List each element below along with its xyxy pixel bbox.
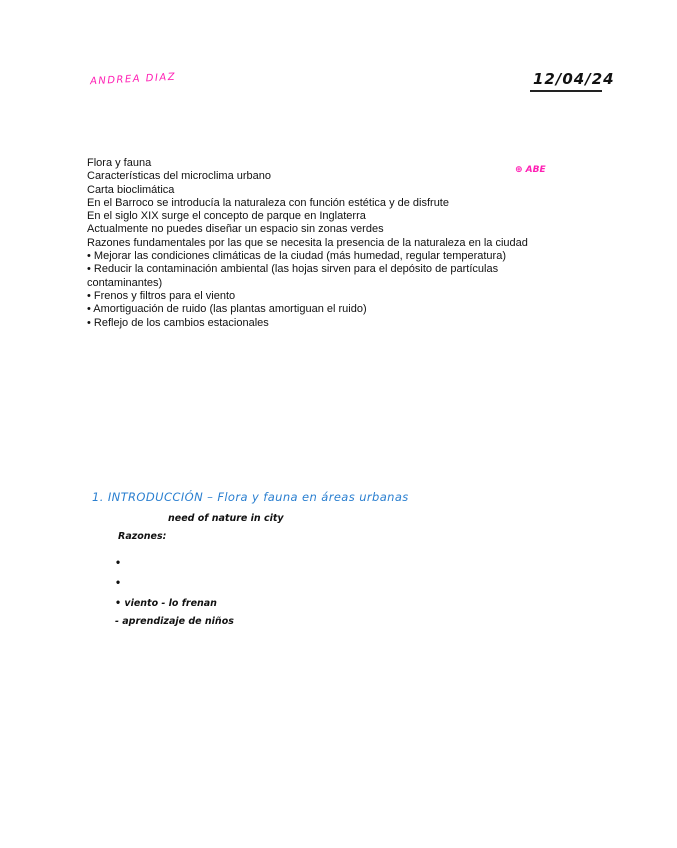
typed-notes (87, 157, 557, 330)
handwritten-subnote: need of nature in city (168, 513, 284, 524)
date-underline (530, 90, 602, 92)
typed-line: Carta bioclimática (87, 183, 175, 196)
date: 12/04/24 (533, 70, 615, 88)
author-name: ANDREA DIAZ (89, 71, 177, 88)
typed-bullet: • Reducir la contaminación ambiental (las hojas sirven para el depósito de partículas contaminantes) (87, 263, 499, 289)
margin-note: ⊕ ABE (515, 165, 546, 175)
handwritten-bullet: • (115, 578, 122, 589)
typed-bullet: • Mejorar las condiciones climáticas de la ciudad (más humedad, regular temperatura) (87, 250, 506, 263)
typed-line: En el siglo XIX surge el concepto de parque en Inglaterra (87, 210, 366, 223)
typed-line: Características del microclima urbano (87, 170, 272, 183)
typed-line: Razones fundamentales por las que se necesita la presencia de la naturaleza en la ciudad (87, 236, 528, 249)
razones-label: Razones: (118, 531, 167, 542)
typed-line: En el Barroco se introducía la naturaleza con función estética y de disfrute (87, 196, 449, 209)
typed-bullet: • Amortiguación de ruido (las plantas amortiguan el ruido) (87, 303, 367, 316)
typed-line: Flora y fauna (87, 157, 152, 169)
handwritten-bullet: - aprendizaje de niños (115, 616, 234, 627)
handwritten-bullet: • viento - lo frenan (115, 598, 217, 609)
typed-bullet: • Reflejo de los cambios estacionales (87, 316, 269, 329)
handwritten-bullet: • (115, 558, 122, 569)
typed-bullet: • Frenos y filtros para el viento (87, 289, 236, 302)
typed-line: Actualmente no puedes diseñar un espacio sin zonas verdes (87, 223, 384, 236)
section-title: 1. INTRODUCCIÓN – Flora y fauna en áreas urbanas (92, 490, 409, 504)
